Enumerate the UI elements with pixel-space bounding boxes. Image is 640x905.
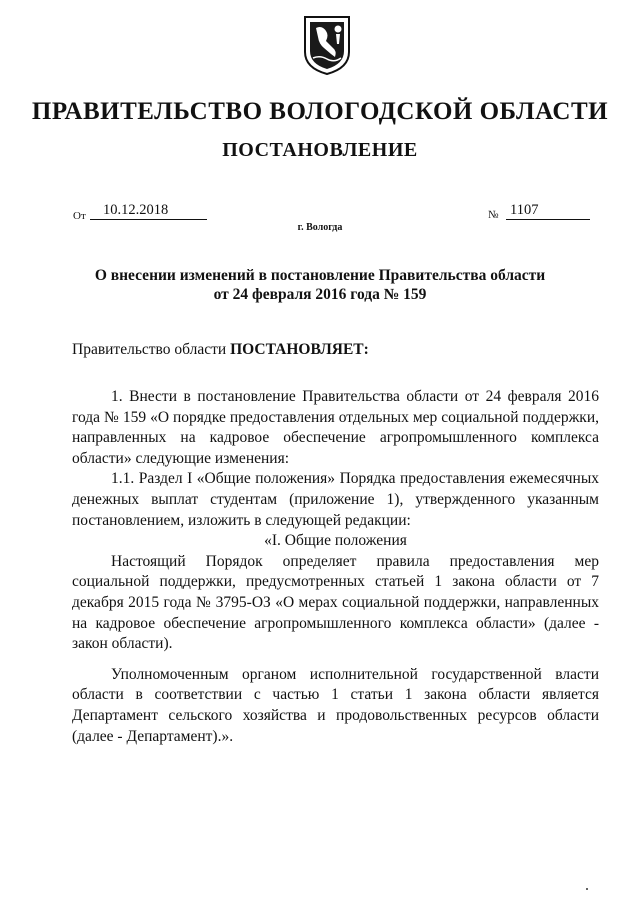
section-heading: «I. Общие положения bbox=[264, 532, 407, 550]
date-label: От bbox=[73, 210, 86, 222]
document-number: 1107 bbox=[506, 202, 590, 220]
document-type: ПОСТАНОВЛЕНИЕ bbox=[222, 139, 418, 161]
government-title: ПРАВИТЕЛЬСТВО ВОЛОГОДСКОЙ ОБЛАСТИ bbox=[31, 98, 609, 125]
city-label: г. Вологда bbox=[297, 222, 343, 233]
preamble bbox=[72, 341, 369, 359]
preamble-text: Правительство области bbox=[72, 341, 227, 358]
paragraph-4: Уполномоченным органом исполнительной государственной власти области в соответствии с частью 1 статьи 1 закона области является Департамент сельского хозяйства и продовольственных ресурсов области (далее - Департамент).». bbox=[72, 665, 599, 745]
paragraph-3: Настоящий Порядок определяет правила предоставления мер социальной поддержки, предусмотренных статьей 1 закона области от 7 декабря 2015 года № 3795-ОЗ «О мерах социальной поддержки, направленных на кадровое обеспечение агропромышленного комплекса области» (далее - закон области). bbox=[72, 552, 599, 653]
paragraph-1: 1. Внести в постановление Правительства области от 24 февраля 2016 года № 159 «О порядке предоставления отдельных мер социальной поддержки, направленных на кадровое обеспечение агропромышленного комплекса области» следующие изменения: bbox=[72, 388, 599, 467]
subject-line-2: от 24 февраля 2016 года № 159 bbox=[213, 286, 427, 303]
document-date: 10.12.2018 bbox=[90, 202, 207, 220]
document-subject bbox=[60, 266, 580, 304]
subject-line-1: О внесении изменений в постановление Правительства области bbox=[94, 267, 546, 284]
page-speck bbox=[586, 888, 588, 890]
document-body bbox=[72, 387, 599, 747]
paragraph-1-1: 1.1. Раздел I «Общие положения» Порядка предоставления ежемесячных денежных выплат студентам (приложение 1), утвержденного указанным постановлением, изложить в следующей редакции: bbox=[72, 470, 599, 529]
preamble-verb: ПОСТАНОВЛЯЕТ: bbox=[230, 341, 369, 358]
vologda-coat-of-arms-icon bbox=[302, 14, 352, 76]
number-label: № bbox=[488, 209, 499, 221]
